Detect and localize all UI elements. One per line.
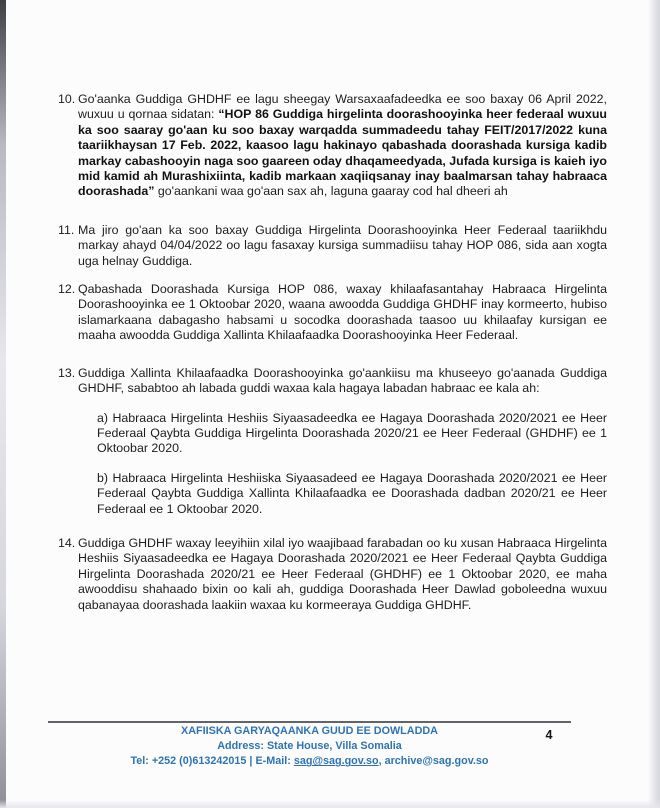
paragraph-14-text: Guddiga GHDHF waxay leeyihiin xilal iyo waajibaad farabadan oo ku xusan Habraaca Hirgelinta Heshiis Siyaasadeedka ee Hagaya Doorashada 2020/2021 ee Heer Federaal Qaybta Guddiga Hirgelinta Doorashada 2020/21 ee Heer Federaal (GHDHF) ee 1 Oktoobar 2020, ee maha awooddisu shahaado bixin oo kali ah, guddiga Doorashada Heer Dawlad goboleedna wuxuu qabanayaa doorashada laakiin waxaa ku kormeeraya Guddiga GHDHF. xyxy=(78,535,607,612)
paragraph-13 xyxy=(58,366,607,397)
paragraph-10 xyxy=(58,92,607,200)
paragraph-11-number: 11. xyxy=(58,222,75,237)
photo-bottom-edge xyxy=(0,800,660,808)
footer-email-link: sag@sag.gov.so xyxy=(293,755,379,768)
footer-address: Address: State House, Villa Somalia xyxy=(217,740,402,753)
photo-left-edge xyxy=(0,0,6,808)
footer-contact-line xyxy=(48,754,571,769)
photo-right-edge xyxy=(648,0,660,808)
paragraph-11-text: Ma jiro go'aan ka soo baxay Guddiga Hirgelinta Doorashooyinka Heer Federaal taariikhdu markay ahayd 04/04/2022 oo lagu fasaxay kursiga summadiisu tahay HOP 086, sida aan xogta uga helnay Guddiga. xyxy=(78,222,607,268)
footer-office-name: XAFIISKA GARYAQAANKA GUUD EE DOWLADDA xyxy=(181,725,438,737)
page-footer xyxy=(48,724,571,770)
subitem-b-text: Habraaca Hirgelinta Heshiiska Siyaasadeed ee Hagaya Doorashada 2020/2021 ee Heer Federaal Qaybta Guddiga Xallinta Khilaafaadka ee Doorashada dadban 2020/21 ee Heer Federaal ee 1 Oktoobar 2020. xyxy=(97,470,607,516)
paragraph-13-number: 13. xyxy=(58,365,76,380)
text-run: Go'aanka Guddiga GHDHF ee lagu sheegay Warsaxaafadeedka ee soo baxay 06 April 2022, wuxuu u qornaa sidatan: xyxy=(78,92,607,122)
subitem-a xyxy=(97,411,607,457)
bold-quoted-decision-text: “HOP 86 Guddiga hirgelinta doorashooyinka heer federaal wuxuu ka soo saaray go'aan ku soo baxay warqadda summadeedu tahay FEIT/2017/2022 kuna taariikhaysan 17 Feb. 2022, kaasoo lagu hakinayo qabashada doorashada kursiga kadib markay cabashooyin naga soo gaareen oday dhaqameedyada, Jufada kursiga is kaieh iyo mid kamid ah Murashixiinta, kadib markaan xaqiiqsanay inay baalmarsan tahay habraaca doorashada” xyxy=(78,107,607,199)
paragraph-13-text: Guddiga Xallinta Khilaafaadka Doorashooyinka go'aankiisu ma khuseeyo go'aanada Guddiga GHDHF, sababtoo ah labada guddi waxaa kala hagaya labadan habraac ee kala ah: xyxy=(78,365,607,396)
footer-telephone: Tel: +252 (0)613242015 | E-Mail: xyxy=(130,755,294,768)
page-number: 4 xyxy=(545,728,553,742)
paragraph-11 xyxy=(58,223,607,269)
paragraph-14-number: 14. xyxy=(58,535,76,550)
text-run: go'aankani waa go'aan sax ah, laguna gaaray cod hal dheeri ah xyxy=(154,184,508,199)
footer-email-secondary: , archive@sag.gov.so xyxy=(378,755,489,768)
document-body xyxy=(58,92,607,613)
paragraph-12-number: 12. xyxy=(58,282,76,297)
paragraph-12-text: Qabashada Doorashada Kursiga HOP 086, waxay khilaafasantahay Habraaca Hirgelinta Doorashooyinka ee 1 Oktoobar 2020, waana awoodda Guddiga GHDHF inay kormeerto, hubiso islamarkaana dabagasho habsami u socodka doorashada taasoo uu khilaafay kursigan ee maaha awoodda Guddiga Xallinta Khilaafaadka Doorashooyinka Heer Federaal. xyxy=(78,282,607,343)
subitem-a-label: a) xyxy=(97,410,113,425)
subitem-b xyxy=(97,471,607,517)
paragraph-10-number: 10. xyxy=(58,92,76,106)
paragraph-14 xyxy=(58,536,607,613)
subitem-a-text: Habraaca Hirgelinta Heshiis Siyaasadeedka ee Hagaya Doorashada 2020/2021 ee Heer Federaal Qaybta Guddiga Hirgelinta Doorashada 2020/21 ee Heer Federaal (GHDHF) ee 1 Oktoobar 2020. xyxy=(97,410,607,456)
footer-divider-line xyxy=(48,721,571,723)
paragraph-10-text xyxy=(78,92,607,200)
paragraph-12 xyxy=(58,282,607,344)
subitem-b-label: b) xyxy=(97,470,113,485)
